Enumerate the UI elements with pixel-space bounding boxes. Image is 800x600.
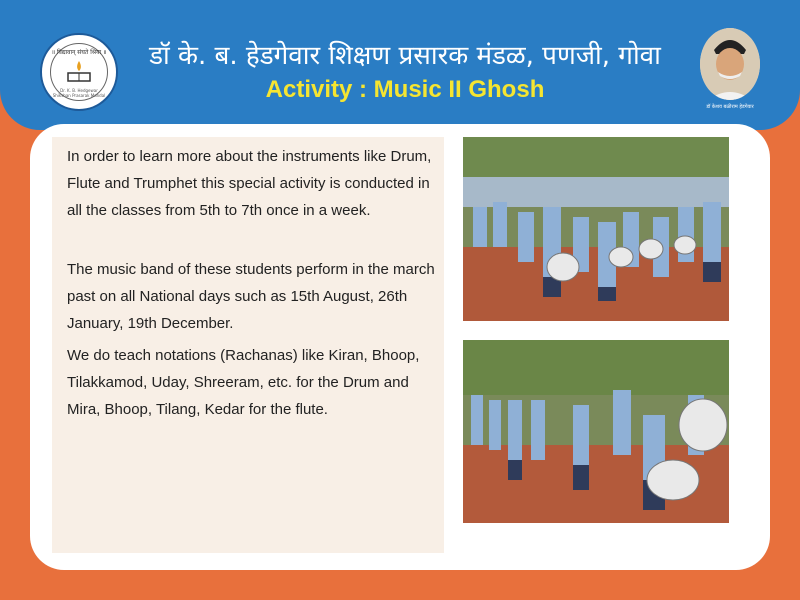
band-photo-2 [463,340,729,523]
logo-motto: ॥ विद्यावान् संघते श्रिया ॥ [51,49,107,56]
book-lamp-icon [64,57,94,87]
paragraph-notations: We do teach notations (Rachanas) like Kiran, Bhoop, Tilakkamod, Uday, Shreeram, etc. for the Drum and Mira, Bhoop, Tilang, Kedar for the flute. [67,347,420,418]
institution-title: डॉ के. ब. हेडगेवार शिक्षण प्रसारक मंडळ, पणजी, गोवा [149,41,661,71]
logo-ring-text: Dr. K. B. Hedgewar Shikshan Prasarak Mandal [52,88,106,98]
band-photo-1 [463,137,729,321]
paragraph-march-past: The music band of these students perform in the march past on all National days such as 15th August, 26th January, 19th December. [67,261,435,332]
paragraph-instruments: In order to learn more about the instruments like Drum, Flute and Trumphet this special activity is conducted in all the classes from 5th to 7th once in a week. [67,148,432,219]
page-title: Activity : Music II Ghosh [265,76,545,103]
institution-logo [40,33,118,111]
header-banner [0,0,800,130]
portrait-caption: डॉ केशव बळीराम हेडगेवार [706,104,754,110]
founder-portrait [700,28,760,100]
